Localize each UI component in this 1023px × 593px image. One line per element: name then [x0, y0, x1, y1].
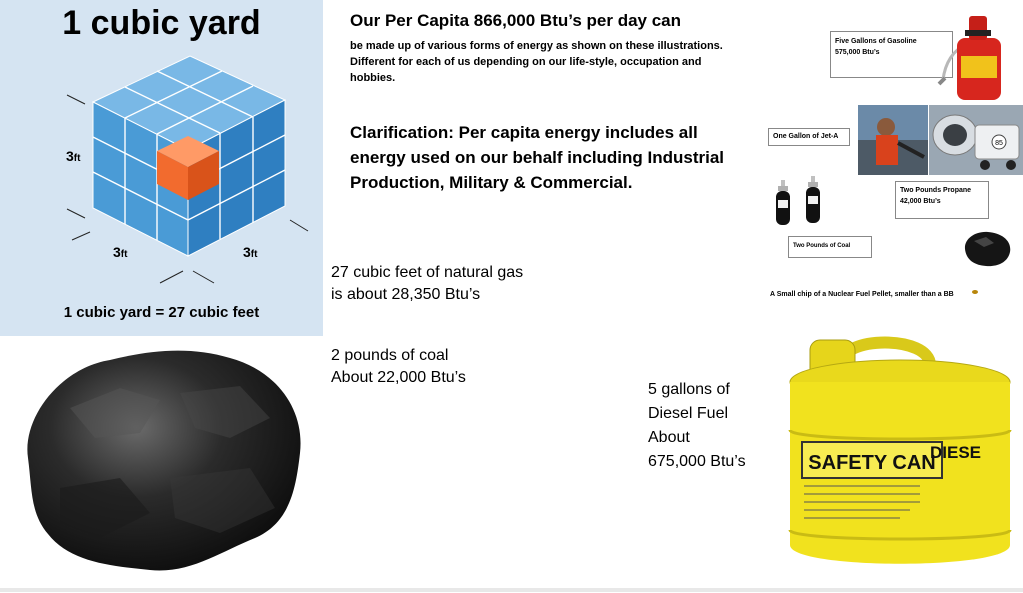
propane-cylinders-image	[775, 172, 831, 228]
diesel-energy-text: 5 gallons of Diesel Fuel About 675,000 Btu’s	[648, 381, 746, 470]
dimension-left-label: 3ft	[66, 148, 81, 164]
coal-lump-photo	[0, 338, 323, 588]
jet-a-label-box: One Gallon of Jet-A	[768, 128, 850, 146]
bottom-strip	[0, 588, 1023, 592]
fueling-worker-photo	[858, 105, 928, 175]
nuclear-pellet-label: A Small chip of a Nuclear Fuel Pellet, smaller than a BB	[770, 291, 954, 298]
clarification-text: Clarification: Per capita energy includes all energy used on our behalf including Industrial Production, Military & Commercial.	[350, 123, 725, 192]
cubic-yard-title: 1 cubic yard	[62, 4, 261, 42]
per-capita-subtext: be made up of various forms of energy as shown on these illustrations. Different for each of us depending on our life-style, occupation and hobbies.	[350, 40, 723, 84]
two-pounds-coal-label-box: Two Pounds of Coal	[788, 236, 872, 258]
coal-lump-image	[0, 338, 323, 588]
red-gas-can-image	[935, 8, 1015, 104]
cubic-yard-caption: 1 cubic yard = 27 cubic feet	[63, 304, 260, 321]
nuclear-pellet-chip	[968, 287, 982, 297]
per-capita-headline: Our Per Capita 866,000 Btu’s per day can	[350, 11, 682, 30]
dimension-bottom-left-label: 3ft	[113, 244, 128, 260]
small-coal-image	[960, 227, 1015, 269]
natural-gas-text: 27 cubic feet of natural gas is about 28,350 Btu’s	[331, 264, 524, 303]
gasoline-label-box: Five Gallons of Gasoline 575,000 Btu’s	[830, 31, 953, 78]
dimension-bottom-right-label: 3ft	[243, 244, 258, 260]
diesel-side-label: DIESE	[930, 443, 982, 462]
coal-energy-text: 2 pounds of coal About 22,000 Btu’s	[331, 347, 466, 386]
propane-label-box: Two Pounds Propane 42,000 Btu’s	[895, 181, 989, 219]
cube-illustration	[0, 0, 323, 336]
diesel-safety-can-image	[780, 330, 1020, 588]
safety-can-label: SAFETY CAN	[808, 452, 936, 474]
truck-number-85: 85	[995, 140, 1003, 147]
jet-engine-truck-photo	[929, 105, 1023, 175]
cubic-yard-panel	[0, 0, 323, 336]
